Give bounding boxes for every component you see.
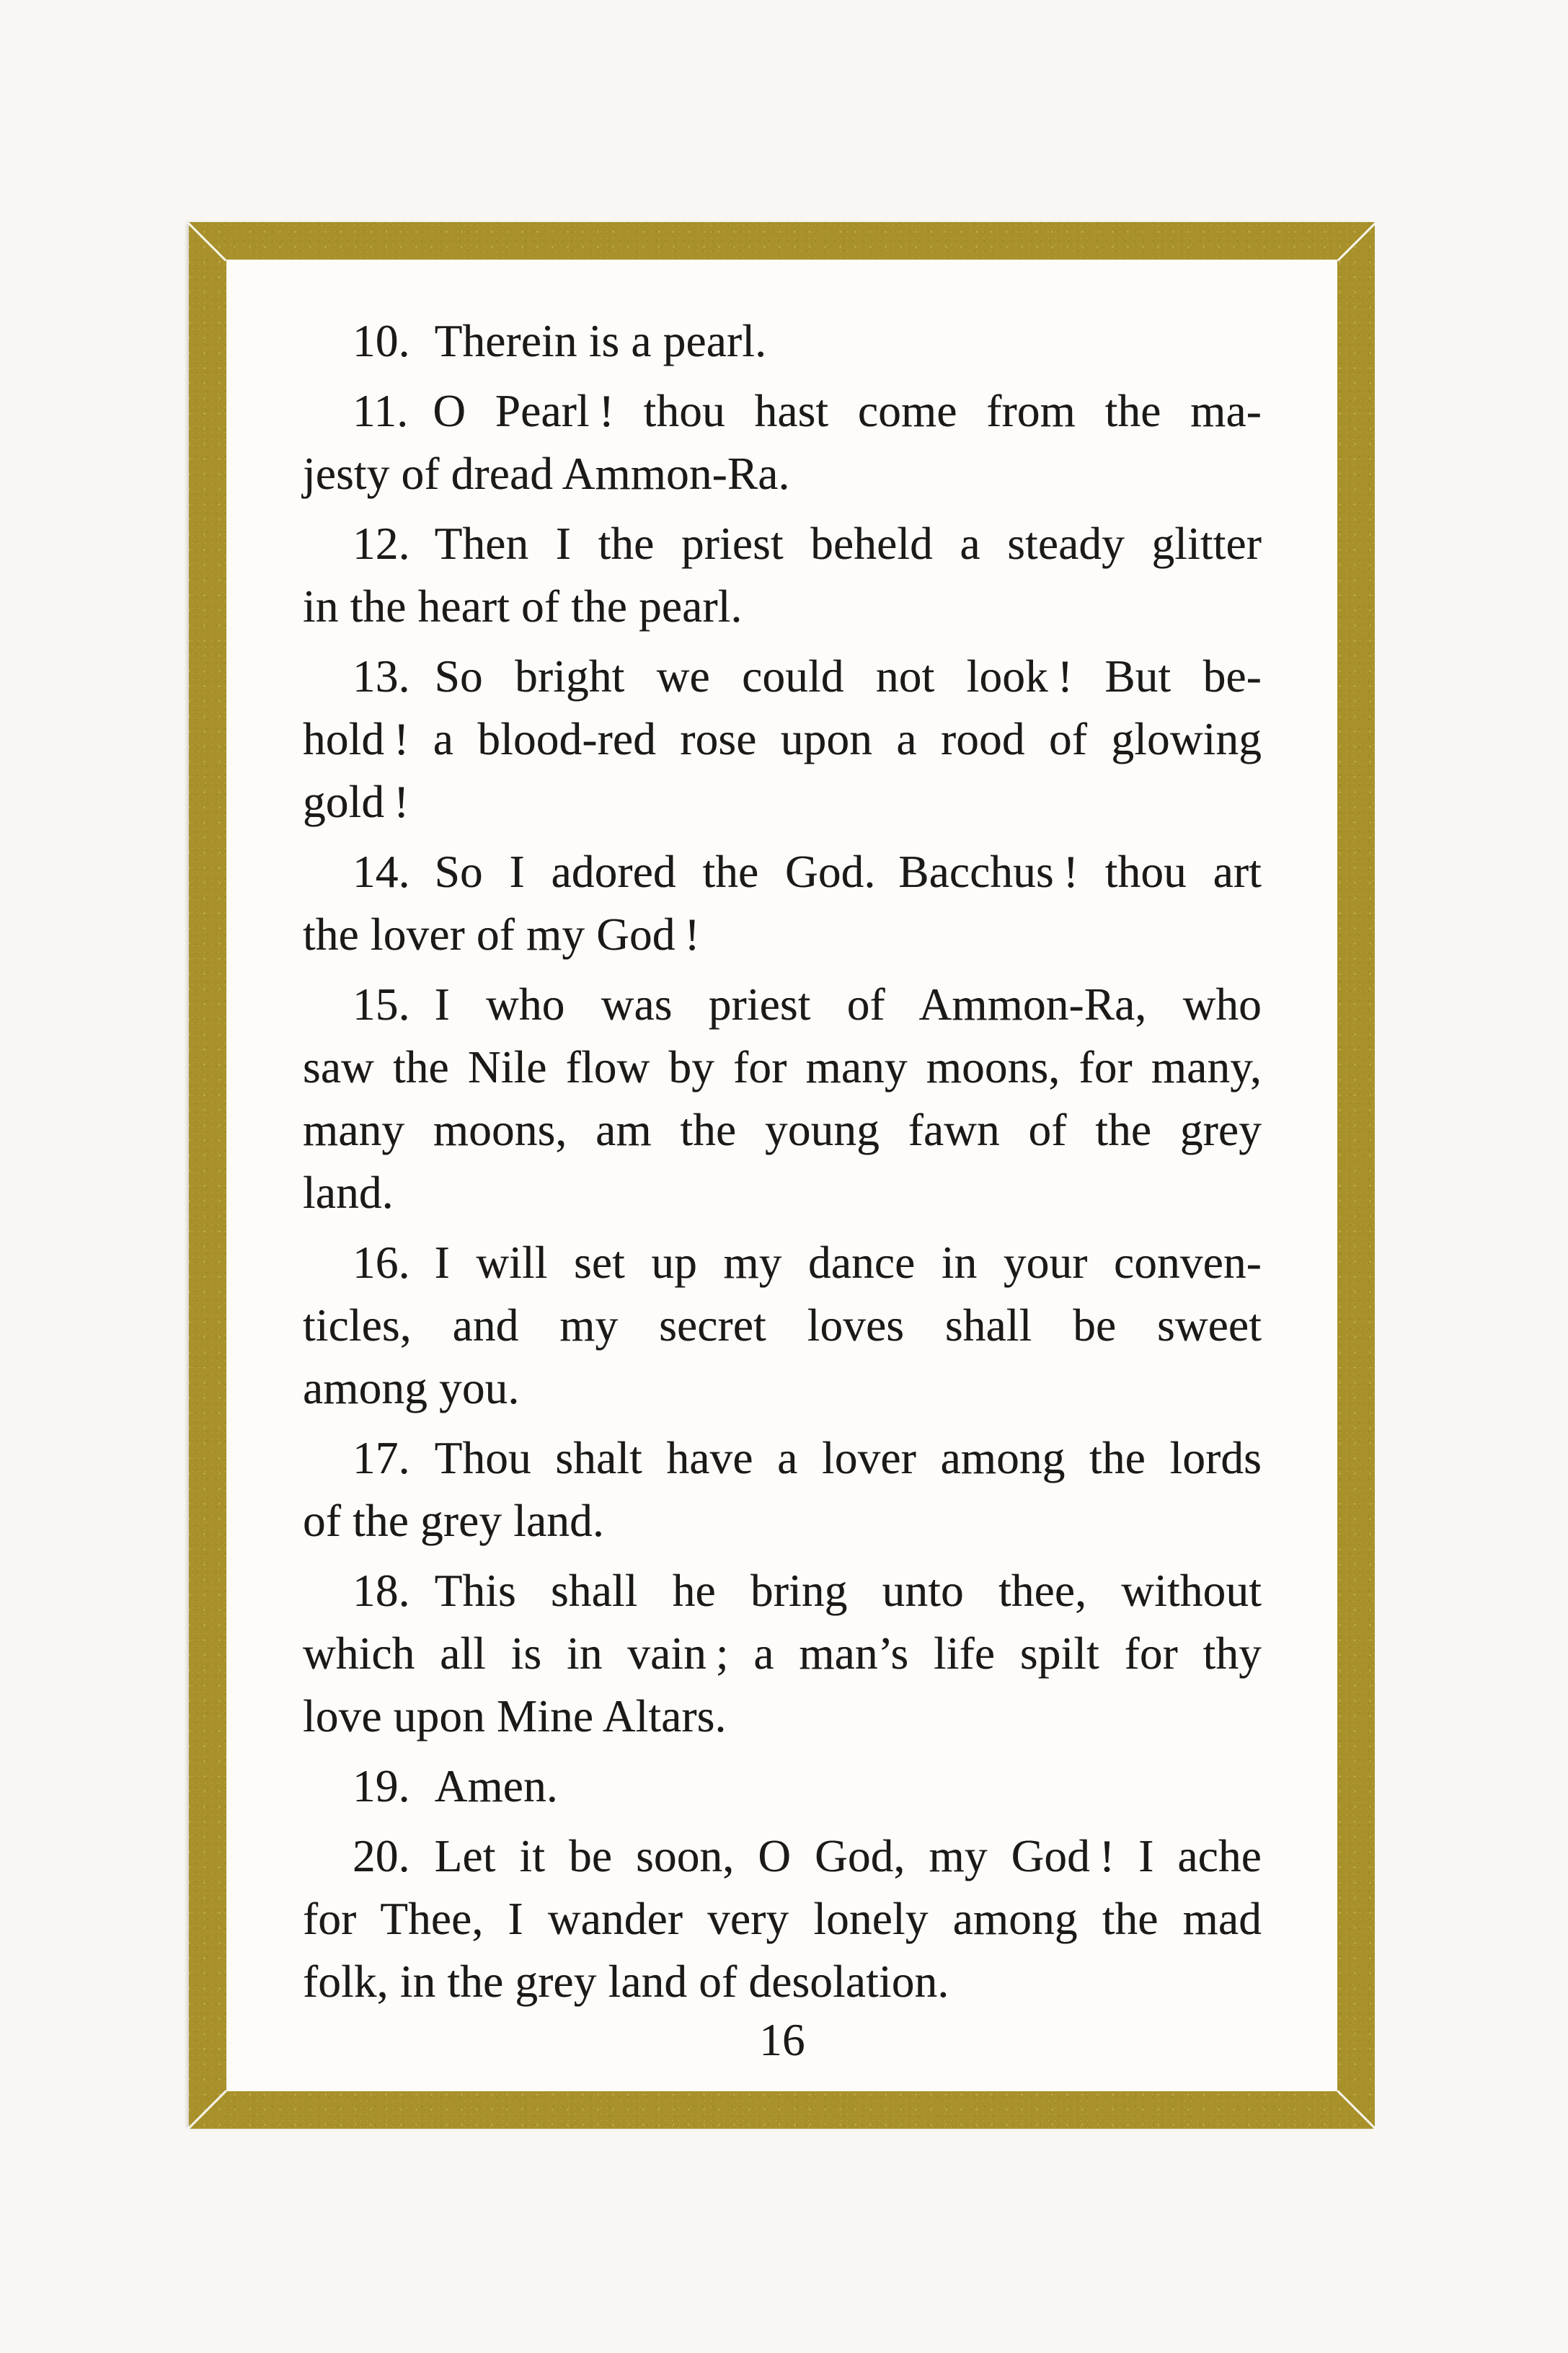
verse [303, 1825, 1262, 2013]
verse-line: jesty of dread Ammon-Ra. [303, 449, 790, 499]
verse-line: 16. I will set up my dance in your conven- [353, 1237, 1262, 1288]
miter-line-top-right [1337, 222, 1376, 261]
verse-block [303, 310, 1262, 2013]
verse-line: many moons, am the young fawn of the grey [303, 1105, 1262, 1155]
verse-number: 13. [353, 651, 410, 702]
verse [303, 645, 1262, 834]
miter-line-bottom-right [1337, 2090, 1376, 2129]
page-number: 16 [759, 2015, 805, 2065]
verse-number: 19. [353, 1761, 410, 1811]
verse-number: 12. [353, 518, 410, 569]
verse-line: the lover of my God ! [303, 909, 700, 960]
verse-line: 11. O Pearl ! thou hast come from the ma- [353, 386, 1262, 436]
verse-number: 17. [353, 1433, 410, 1483]
verse-number: 11. [353, 386, 409, 436]
verse [303, 974, 1262, 1224]
verse-line: for Thee, I wander very lonely among the mad [303, 1894, 1262, 1944]
verse [303, 513, 1262, 638]
verse-line: folk, in the grey land of desolation. [303, 1956, 949, 2007]
verse-line: among you. [303, 1363, 520, 1413]
verse-number: 10. [353, 316, 410, 366]
verse-line: in the heart of the pearl. [303, 581, 743, 632]
verse-text-block [303, 310, 1262, 2072]
verse-line: 18. This shall he bring unto thee, without [353, 1566, 1262, 1616]
verse-line: 13. So bright we could not look ! But be- [353, 651, 1262, 702]
verse-line: 14. So I adored the God. Bacchus ! thou art [353, 847, 1262, 897]
verse [303, 1232, 1262, 1420]
verse-line: love upon Mine Altars. [303, 1691, 727, 1741]
verse [303, 841, 1262, 966]
verse-line: 17. Thou shalt have a lover among the lords [353, 1433, 1262, 1483]
verse [303, 1755, 1262, 1818]
verse-line: of the grey land. [303, 1496, 604, 1546]
verse-number: 18. [353, 1566, 410, 1616]
verse-line: 20. Let it be soon, O God, my God ! I ache [353, 1831, 1262, 1881]
verse-number: 14. [353, 847, 410, 897]
verse [303, 1427, 1262, 1553]
verse-line: hold ! a blood-red rose upon a rood of glowing [303, 714, 1262, 764]
verse-line: gold ! [303, 777, 409, 827]
miter-line-top-left [187, 222, 226, 261]
miter-line-bottom-left [187, 2090, 226, 2129]
verse-number: 15. [353, 979, 410, 1030]
verse-line: 19. Amen. [353, 1761, 558, 1811]
verse-number: 16. [353, 1237, 410, 1288]
verse-line: ticles, and my secret loves shall be sweet [303, 1300, 1262, 1351]
verse-line: 10. Therein is a pearl. [353, 316, 767, 366]
verse-line: 15. I who was priest of Ammon-Ra, who [353, 979, 1262, 1030]
verse [303, 380, 1262, 506]
verse-number: 20. [353, 1831, 410, 1881]
verse-line: which all is in vain ; a man’s life spilt for thy [303, 1628, 1262, 1679]
verse [303, 310, 1262, 373]
verse [303, 1560, 1262, 1748]
verse-line: land. [303, 1167, 394, 1218]
verse-line: saw the Nile flow by for many moons, for many, [303, 1042, 1262, 1092]
verse-line: 12. Then I the priest beheld a steady glitter [353, 518, 1262, 569]
